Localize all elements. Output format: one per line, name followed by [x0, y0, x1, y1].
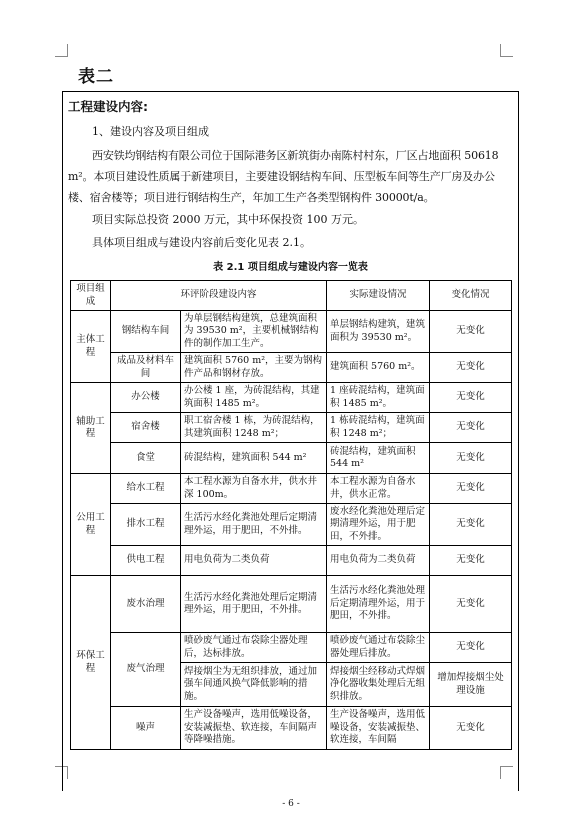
eia-content-cell: 为单层钢结构建筑，总建筑面积为 39530 m²，主要机械钢结构件的制作加工生产。 — [181, 311, 327, 353]
header-eia-content: 环评阶段建设内容 — [111, 281, 327, 311]
table-row — [71, 383, 512, 413]
change-cell: 无变化 — [430, 707, 512, 750]
change-cell: 无变化 — [430, 311, 512, 353]
actual-cell: 用电负荷为二类负荷 — [327, 546, 430, 576]
header-actual-construction: 实际建设情况 — [327, 281, 430, 311]
eia-content-cell: 办公楼 1 座，为砖混结构，其建筑面积 1485 m²。 — [181, 383, 327, 413]
item-name-cell: 成品及材料车间 — [111, 353, 181, 383]
table-caption: 表 2.1 项目组成与建设内容一览表 — [213, 262, 368, 273]
actual-cell: 喷砂废气通过布袋除尘器处理后排放。 — [327, 633, 430, 663]
change-cell: 无变化 — [430, 504, 512, 546]
table-header-row — [71, 281, 512, 311]
change-cell: 无变化 — [430, 353, 512, 383]
table-row — [71, 576, 512, 633]
actual-cell: 本工程水源为自备水井，供水正常。 — [327, 474, 430, 504]
project-composition-table — [70, 280, 512, 750]
change-cell: 无变化 — [430, 474, 512, 504]
table-row — [71, 474, 512, 504]
item-name-cell: 废水治理 — [111, 576, 181, 633]
paragraph-investment: 项目实际总投资 2000 万元，其中环保投资 100 万元。 — [92, 213, 364, 226]
actual-cell: 生产设备噪声，选用低噪设备，安装减振垫、软连接，车间隔 — [327, 707, 430, 750]
item-name-cell: 办公楼 — [111, 383, 181, 413]
actual-cell: 生活污水经化粪池处理后定期清理外运，用于肥田，不外排。 — [327, 576, 430, 633]
item-name-cell: 宿舍楼 — [111, 413, 181, 443]
change-cell: 无变化 — [430, 546, 512, 576]
item-name-cell: 噪声 — [111, 707, 181, 750]
section-title: 工程建设内容: — [68, 99, 148, 114]
change-cell: 增加焊接烟尘处理设施 — [430, 663, 512, 707]
eia-content-cell: 本工程水源为自备水井，供水井深 100m。 — [181, 474, 327, 504]
eia-content-cell: 生活污水经化粪池处理后定期清理外运，用于肥田，不外排。 — [181, 576, 327, 633]
actual-cell: 单层钢结构建筑，建筑面积为 39530 m²。 — [327, 311, 430, 353]
item-name-cell: 钢结构车间 — [111, 311, 181, 353]
item-name-cell: 给水工程 — [111, 474, 181, 504]
paragraph-subtitle: 1、建设内容及项目组成 — [92, 125, 209, 138]
item-name-cell: 食堂 — [111, 443, 181, 474]
eia-content-cell: 生活污水经化粪池处理后定期清理外运，用于肥田，不外排。 — [181, 504, 327, 546]
eia-content-cell: 职工宿舍楼 1 栋，为砖混结构，其建筑面积 1248 m²； — [181, 413, 327, 443]
actual-cell: 砖混结构，建筑面积 544 m² — [327, 443, 430, 474]
change-cell: 无变化 — [430, 443, 512, 474]
change-cell: 无变化 — [430, 576, 512, 633]
paragraph-overview: 西安铁均钢结构有限公司位于国际港务区新筑街办南陈村村东，厂区占地面积 50618 m²。本项目建设性质属于新建项目，主要建设钢结构车间、压型板车间等生产厂房及办公楼、宿舍楼等；项目进行钢结构生产，年加工生产各类型钢构件 30000t/a。 — [68, 149, 499, 204]
eia-content-cell: 喷砂废气通过布袋除尘器处理后，达标排放。 — [181, 633, 327, 663]
category-cell: 公用工程 — [71, 474, 111, 576]
page-number: - 6 - — [282, 799, 300, 809]
item-name-cell: 供电工程 — [111, 546, 181, 576]
actual-cell: 1 座砖混结构，建筑面积 1485 m²。 — [327, 383, 430, 413]
item-name-cell: 废气治理 — [111, 633, 181, 707]
table-row — [71, 353, 512, 383]
crop-mark-top-right — [500, 44, 513, 57]
eia-content-cell: 建筑面积 5760 m²，主要为钢构件产品和钢材存放。 — [181, 353, 327, 383]
table-row — [71, 504, 512, 546]
paragraph-table-ref: 具体项目组成与建设内容前后变化见表 2.1。 — [92, 236, 311, 249]
page-heading: 表二 — [78, 67, 114, 87]
eia-content-cell: 用电负荷为二类负荷 — [181, 546, 327, 576]
change-cell: 无变化 — [430, 633, 512, 663]
category-cell: 辅助工程 — [71, 383, 111, 474]
category-cell: 主体工程 — [71, 311, 111, 383]
eia-content-cell: 砖混结构，建筑面积 544 m² — [181, 443, 327, 474]
header-project-composition: 项目组成 — [71, 281, 111, 311]
table-row — [71, 707, 512, 750]
table-row — [71, 413, 512, 443]
actual-cell: 废水经化粪池处理后定期清理外运，用于肥田，不外排。 — [327, 504, 430, 546]
eia-content-cell: 焊接烟尘为无组织排放，通过加强车间通风换气降低影响的措施。 — [181, 663, 327, 707]
item-name-cell: 排水工程 — [111, 504, 181, 546]
actual-cell: 焊接烟尘经移动式焊烟净化器收集处理后无组织排放。 — [327, 663, 430, 707]
change-cell: 无变化 — [430, 383, 512, 413]
actual-cell: 建筑面积 5760 m²。 — [327, 353, 430, 383]
table-row — [71, 546, 512, 576]
change-cell: 无变化 — [430, 413, 512, 443]
header-change: 变化情况 — [430, 281, 512, 311]
crop-mark-top-left — [55, 44, 68, 57]
eia-content-cell: 生产设备噪声，选用低噪设备，安装减振垫、软连接，车间隔声等降噪措施。 — [181, 707, 327, 750]
table-row — [71, 443, 512, 474]
actual-cell: 1 栋砖混结构，建筑面积 1248 m²； — [327, 413, 430, 443]
table-row — [71, 311, 512, 353]
table-row — [71, 633, 512, 663]
category-cell: 环保工程 — [71, 576, 111, 750]
